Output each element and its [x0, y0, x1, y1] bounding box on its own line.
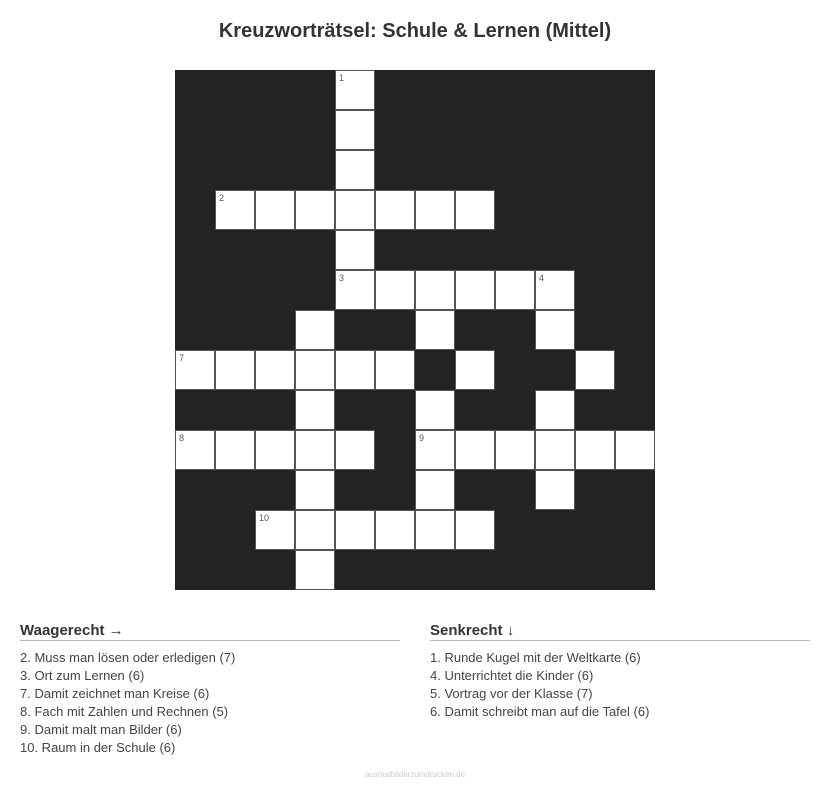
crossword-cell[interactable] — [335, 270, 375, 310]
blocked-cell — [535, 190, 575, 230]
blocked-cell — [415, 70, 455, 110]
blocked-cell — [295, 70, 335, 110]
crossword-cell[interactable] — [295, 310, 335, 350]
page-title: Kreuzworträtsel: Schule & Lernen (Mittel) — [218, 20, 612, 42]
blocked-cell — [415, 550, 455, 590]
down-clue-4: 6. Damit schreibt man auf die Tafel (6) — [430, 704, 650, 719]
blocked-cell — [535, 550, 575, 590]
blocked-cell — [375, 110, 415, 150]
blocked-cell — [615, 190, 655, 230]
blocked-cell — [535, 510, 575, 550]
crossword-cell[interactable] — [535, 310, 575, 350]
blocked-cell — [335, 310, 375, 350]
blocked-cell — [175, 470, 215, 510]
blocked-cell — [415, 230, 455, 270]
crossword-cell[interactable] — [295, 510, 335, 550]
blocked-cell — [335, 390, 375, 430]
crossword-cell[interactable] — [495, 430, 535, 470]
blocked-cell — [575, 190, 615, 230]
clue-number: 4 — [539, 273, 545, 283]
crossword-cell[interactable] — [335, 70, 375, 110]
blocked-cell — [455, 230, 495, 270]
blocked-cell — [575, 510, 615, 550]
down-clues — [430, 622, 810, 721]
crossword-cell[interactable] — [415, 430, 455, 470]
crossword-cell[interactable] — [335, 110, 375, 150]
blocked-cell — [375, 390, 415, 430]
blocked-cell — [455, 550, 495, 590]
crossword-cell[interactable] — [335, 510, 375, 550]
blocked-cell — [375, 150, 415, 190]
crossword-cell[interactable] — [335, 230, 375, 270]
blocked-cell — [375, 470, 415, 510]
crossword-cell[interactable] — [175, 430, 215, 470]
blocked-cell — [175, 70, 215, 110]
crossword-cell[interactable] — [455, 510, 495, 550]
blocked-cell — [495, 310, 535, 350]
blocked-cell — [215, 270, 255, 310]
blocked-cell — [255, 230, 295, 270]
crossword-cell[interactable] — [255, 190, 295, 230]
blocked-cell — [375, 70, 415, 110]
blocked-cell — [575, 310, 615, 350]
down-clue-3: 5. Vortrag vor der Klasse (7) — [430, 686, 593, 701]
blocked-cell — [215, 230, 255, 270]
crossword-cell[interactable] — [495, 270, 535, 310]
blocked-cell — [215, 110, 255, 150]
blocked-cell — [255, 310, 295, 350]
crossword-cell[interactable] — [575, 350, 615, 390]
down-heading: Senkrecht ↓ — [430, 622, 810, 641]
down-clue-2: 4. Unterrichtet die Kinder (6) — [430, 668, 594, 683]
blocked-cell — [575, 150, 615, 190]
crossword-cell[interactable] — [535, 470, 575, 510]
blocked-cell — [495, 150, 535, 190]
blocked-cell — [575, 550, 615, 590]
blocked-cell — [615, 230, 655, 270]
blocked-cell — [175, 110, 215, 150]
blocked-cell — [615, 150, 655, 190]
crossword-cell[interactable] — [415, 190, 455, 230]
blocked-cell — [375, 430, 415, 470]
blocked-cell — [175, 230, 215, 270]
blocked-cell — [575, 230, 615, 270]
blocked-cell — [495, 550, 535, 590]
blocked-cell — [455, 310, 495, 350]
blocked-cell — [535, 350, 575, 390]
crossword-cell[interactable] — [215, 430, 255, 470]
blocked-cell — [415, 350, 455, 390]
crossword-cell[interactable] — [295, 190, 335, 230]
crossword-cell[interactable] — [455, 350, 495, 390]
crossword-cell[interactable] — [335, 190, 375, 230]
blocked-cell — [375, 550, 415, 590]
blocked-cell — [455, 70, 495, 110]
blocked-cell — [495, 510, 535, 550]
crossword-cell[interactable] — [255, 430, 295, 470]
blocked-cell — [535, 150, 575, 190]
blocked-cell — [175, 510, 215, 550]
crossword-cell[interactable] — [415, 470, 455, 510]
blocked-cell — [495, 110, 535, 150]
crossword-cell[interactable] — [295, 350, 335, 390]
crossword-cell[interactable] — [295, 390, 335, 430]
crossword-cell[interactable] — [455, 430, 495, 470]
blocked-cell — [335, 470, 375, 510]
across-clue-2: 3. Ort zum Lernen (6) — [20, 668, 145, 683]
blocked-cell — [175, 390, 215, 430]
crossword-cell[interactable] — [535, 430, 575, 470]
clue-number: 10 — [259, 513, 270, 523]
blocked-cell — [495, 190, 535, 230]
crossword-cell[interactable] — [335, 350, 375, 390]
crossword-cell[interactable] — [375, 270, 415, 310]
blocked-cell — [455, 150, 495, 190]
blocked-cell — [615, 550, 655, 590]
crossword-cell[interactable] — [415, 510, 455, 550]
blocked-cell — [175, 550, 215, 590]
blocked-cell — [295, 230, 335, 270]
blocked-cell — [535, 230, 575, 270]
crossword-cell[interactable] — [455, 270, 495, 310]
crossword-cell[interactable] — [375, 190, 415, 230]
blocked-cell — [255, 270, 295, 310]
blocked-cell — [215, 390, 255, 430]
crossword-cell[interactable] — [375, 350, 415, 390]
clue-number: 8 — [179, 433, 185, 443]
crossword-cell[interactable] — [615, 430, 655, 470]
crossword-cell[interactable] — [455, 190, 495, 230]
blocked-cell — [615, 110, 655, 150]
blocked-cell — [535, 70, 575, 110]
crossword-cell[interactable] — [295, 430, 335, 470]
across-clues — [20, 622, 400, 757]
blocked-cell — [215, 310, 255, 350]
blocked-cell — [415, 150, 455, 190]
blocked-cell — [255, 390, 295, 430]
blocked-cell — [495, 390, 535, 430]
blocked-cell — [575, 390, 615, 430]
crossword-cell[interactable] — [575, 430, 615, 470]
blocked-cell — [495, 470, 535, 510]
crossword-grid — [175, 70, 655, 590]
blocked-cell — [455, 390, 495, 430]
blocked-cell — [615, 510, 655, 550]
blocked-cell — [215, 510, 255, 550]
blocked-cell — [455, 110, 495, 150]
blocked-cell — [175, 190, 215, 230]
across-clue-5: 9. Damit malt man Bilder (6) — [20, 722, 182, 737]
clue-number: 9 — [419, 433, 425, 443]
crossword-cell[interactable] — [255, 510, 295, 550]
blocked-cell — [495, 230, 535, 270]
crossword-cell[interactable] — [215, 350, 255, 390]
blocked-cell — [615, 390, 655, 430]
across-heading: Waagerecht → — [20, 622, 400, 641]
down-clue-1: 1. Runde Kugel mit der Weltkarte (6) — [430, 650, 641, 665]
across-clue-4: 8. Fach mit Zahlen und Rechnen (5) — [20, 704, 229, 719]
blocked-cell — [375, 310, 415, 350]
blocked-cell — [335, 550, 375, 590]
clue-number: 2 — [219, 193, 225, 203]
crossword-cell[interactable] — [295, 550, 335, 590]
blocked-cell — [375, 230, 415, 270]
blocked-cell — [575, 270, 615, 310]
blocked-cell — [535, 110, 575, 150]
blocked-cell — [255, 70, 295, 110]
crossword-cell[interactable] — [255, 350, 295, 390]
crossword-cell[interactable] — [375, 510, 415, 550]
blocked-cell — [215, 70, 255, 110]
blocked-cell — [615, 310, 655, 350]
blocked-cell — [295, 110, 335, 150]
blocked-cell — [295, 270, 335, 310]
across-clue-1: 2. Muss man lösen oder erledigen (7) — [20, 650, 236, 665]
blocked-cell — [215, 470, 255, 510]
crossword-cell[interactable] — [215, 190, 255, 230]
blocked-cell — [215, 150, 255, 190]
crossword-cell[interactable] — [335, 150, 375, 190]
clue-number: 7 — [179, 353, 185, 363]
blocked-cell — [415, 110, 455, 150]
crossword-cell[interactable] — [415, 390, 455, 430]
clue-number: 1 — [339, 73, 345, 83]
crossword-cell[interactable] — [535, 390, 575, 430]
blocked-cell — [615, 270, 655, 310]
blocked-cell — [495, 350, 535, 390]
blocked-cell — [175, 150, 215, 190]
blocked-cell — [615, 470, 655, 510]
blocked-cell — [575, 470, 615, 510]
across-clue-6: 10. Raum in der Schule (6) — [20, 740, 176, 755]
blocked-cell — [255, 110, 295, 150]
blocked-cell — [615, 70, 655, 110]
clue-number: 3 — [339, 273, 345, 283]
crossword-cell[interactable] — [295, 470, 335, 510]
blocked-cell — [615, 350, 655, 390]
blocked-cell — [575, 70, 615, 110]
blocked-cell — [455, 470, 495, 510]
blocked-cell — [495, 70, 535, 110]
crossword-cell[interactable] — [415, 310, 455, 350]
blocked-cell — [255, 150, 295, 190]
crossword-cell[interactable] — [175, 350, 215, 390]
crossword-cell[interactable] — [415, 270, 455, 310]
blocked-cell — [215, 550, 255, 590]
blocked-cell — [295, 150, 335, 190]
blocked-cell — [575, 110, 615, 150]
blocked-cell — [255, 470, 295, 510]
crossword-cell[interactable] — [535, 270, 575, 310]
crossword-cell[interactable] — [335, 430, 375, 470]
across-clue-3: 7. Damit zeichnet man Kreise (6) — [20, 686, 210, 701]
blocked-cell — [175, 310, 215, 350]
blocked-cell — [255, 550, 295, 590]
blocked-cell — [175, 270, 215, 310]
footer-credit: ausmalbilderzumdrucken.de — [364, 770, 466, 779]
